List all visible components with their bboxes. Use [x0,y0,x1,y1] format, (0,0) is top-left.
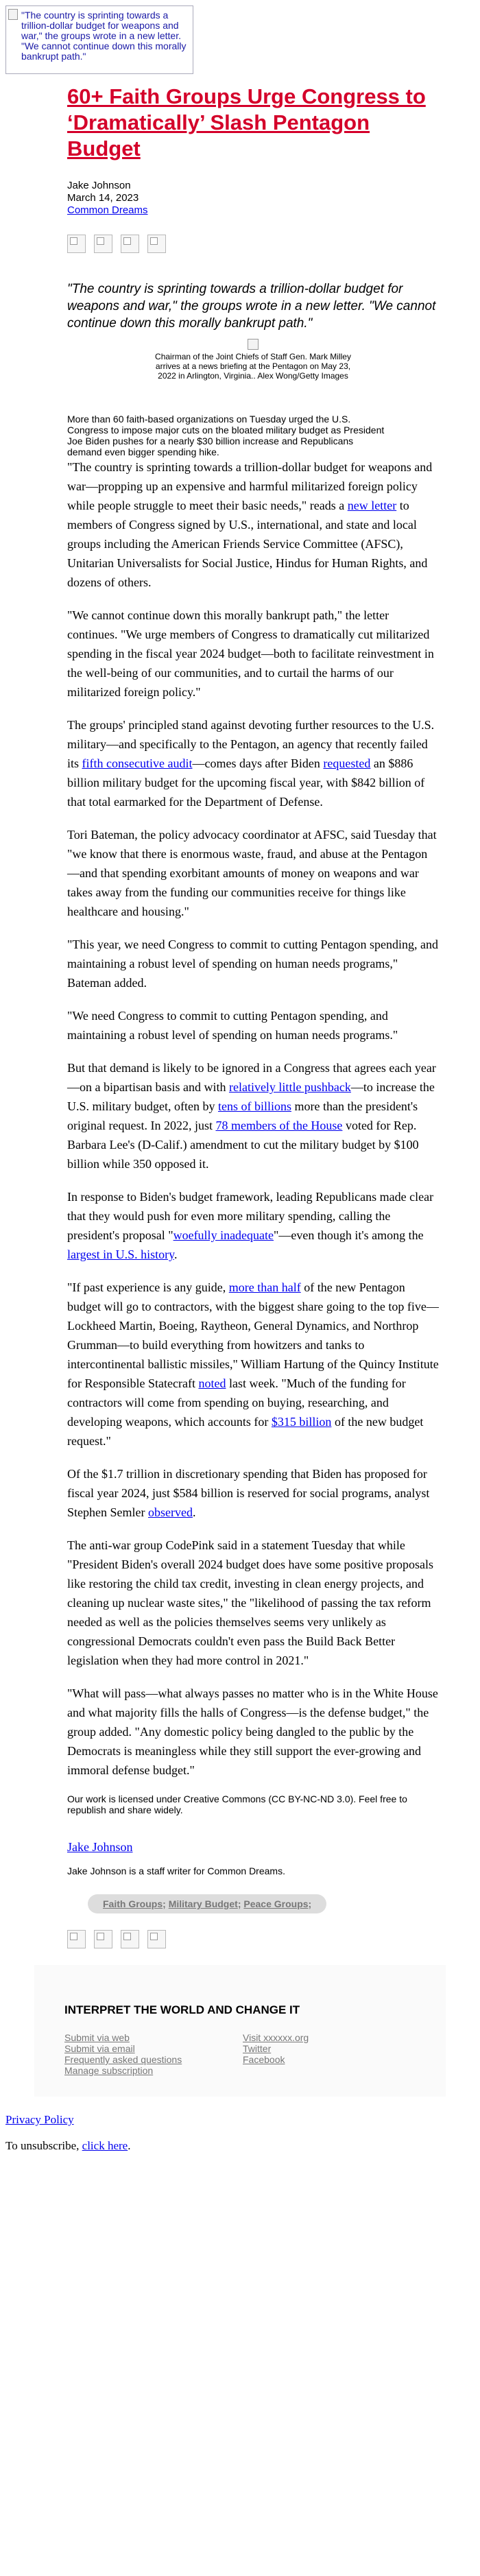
header-image-alt: "The country is sprinting towards a trillion-dollar budget for weapons and war," the groups wrote in a new letter. "We cannot continue down this morally bankrupt path." [21,10,187,62]
tag-link[interactable]: Peace Groups [243,1898,309,1909]
text: of the new budget request." [67,1415,424,1448]
link-largest-history[interactable]: largest in U.S. history [67,1248,174,1261]
share-icons-bottom [67,1930,439,1948]
text: But that demand is likely to be ignored in a Congress that agrees each year—on a bipartisan basis and with [67,1061,436,1094]
paragraph-9 [67,1464,439,1522]
article-author: Jake Johnson [67,180,131,191]
header-image [5,5,193,74]
footer-link-faq[interactable]: Frequently asked questions [64,2054,182,2065]
link-observed[interactable]: observed [147,1505,193,1519]
footer-heading: INTERPRET THE WORLD AND CHANGE IT [64,2003,300,2016]
paragraph-1 [67,457,439,592]
text: —to increase the U.S. military budget, often by [67,1080,435,1113]
share-print-icon[interactable] [147,235,166,253]
paragraph-7 [67,1187,439,1264]
author-bio: Jake Johnson is a staff writer for Common Dreams. [67,1865,285,1876]
footer-link-manage[interactable]: Manage subscription [64,2065,154,2076]
text: an $886 billion military budget for the upcoming fiscal year, with $842 billion of that total earmarked for the Department of Defense. [67,756,425,809]
text: . [192,1505,196,1519]
text: to members of Congress signed by U.S., international, and state and local groups including the American Friends Service Committee (AFSC), Unitarian Universalists for Social Justice, Hindus for Human Rights, and dozens of others. [67,499,428,589]
footer-link-visit[interactable]: Visit xxxxxx.org [243,2032,309,2043]
text: "The country is sprinting towards a trillion-dollar budget for weapons and war—propping up an expensive and harmful militarized foreign policy while people struggle to meet their basic needs," reads a [67,460,433,512]
pull-quote: "This year, we need Congress to commit to cutting Pentagon spending, and maintaining a robust level of spending on human needs programs," Bateman added. [67,938,439,990]
article-title [67,84,439,162]
paragraph-8 [67,1278,439,1451]
text: —comes days after Biden [192,756,324,770]
article-photo [150,339,356,381]
footer-col-1 [64,2032,243,2076]
paragraph-11: "What will pass—what always passes no matter who is in the White House and what majority fills the halls of Congress—is the defense budget," the group added. "Any domestic policy being dangled to the public by the Democrats is meaningless while they still support the ever-growing and immoral defense budget." [67,1686,438,1777]
text: . [128,2139,131,2152]
share-print-icon[interactable] [147,1930,166,1948]
link-more-than-half[interactable]: more than half [228,1280,301,1294]
share-email-icon[interactable] [121,1930,139,1948]
link-noted[interactable]: noted [198,1376,226,1390]
article-source-link[interactable]: Common Dreams [67,204,148,216]
text: voted for Rep. Barbara Lee's (D-Calif.) amendment to cut the military budget by $100 billion while 350 opposed it. [67,1119,419,1171]
article-date: March 14, 2023 [67,192,139,204]
unsubscribe-link[interactable]: click here [82,2139,128,2152]
footer-col-2 [243,2032,421,2076]
paragraph-3 [67,715,439,811]
broken-image-icon [8,9,18,20]
link-tens-of-billions[interactable]: tens of billions [217,1099,291,1113]
photo-caption: Chairman of the Joint Chiefs of Staff Gen. Mark Milley arrives at a news briefing at the Pentagon on May 23, 2022 in Arlington, Virginia.. Alex Wong/Getty Images [155,352,351,381]
article-quote: "The country is sprinting towards a trillion-dollar budget for weapons and war," the groups wrote in a new letter. "We cannot continue down this morally bankrupt path." [67,282,436,331]
share-facebook-icon[interactable] [67,235,86,253]
tag-list [88,1894,326,1913]
text: last week. "Much of the funding for contractors will come from spending on buying, researching, and developing weapons, which accounts for [67,1376,406,1429]
text: To unsubscribe, [5,2139,82,2152]
paragraph-4: Tori Bateman, the policy advocacy coordinator at AFSC, said Tuesday that "we know that there is enormous waste, fraud, and abuse at the Pentagon—and that spending exorbitant amounts of money on weapons and war takes away from the funding our communities receive for things like healthcare and housing." [67,828,437,918]
author-link[interactable]: Jake Johnson [67,1840,133,1854]
text: "If past experience is any guide, [67,1280,229,1294]
footer-link-facebook[interactable]: Facebook [243,2054,285,2065]
text: In response to Biden's budget framework, leading Republicans made clear that they would push for even more military spending, calling the president's proposal " [67,1190,434,1242]
unsubscribe-line [5,2139,480,2153]
link-fifth-audit[interactable]: fifth consecutive audit [82,756,193,770]
article-body [67,457,439,1780]
share-icons [67,235,439,253]
paragraph-2: "We cannot continue down this morally bankrupt path," the letter continues. "We urge members of Congress to dramatically cut militarized spending in the fiscal year 2024 budget—both to facilitate reinvestment in the well-being of our communities, and to curtail the harms of our militarized foreign policy." [67,608,434,699]
share-twitter-icon[interactable] [94,235,112,253]
text: "—even though it's among the [274,1228,424,1242]
tag-sep: ; [237,1898,244,1909]
license-note: Our work is licensed under Creative Commons (CC BY-NC-ND 3.0). Feel free to republish and share widely. [67,1793,407,1815]
text: of the new Pentagon budget will go to contractors, with the biggest share going to the top five—Lockheed Martin, Boeing, Raytheon, General Dynamics, and Northrop Grumman—to build everything from howitzers and tanks to intercontinental ballistic missiles," William Hartung of the Quincy Institute for Responsible Statecraft [67,1280,439,1390]
tag-link[interactable]: Faith Groups [103,1898,163,1909]
privacy-policy-link[interactable]: Privacy Policy [5,2113,74,2126]
image-placeholder-icon [248,339,259,350]
text: . [174,1248,178,1261]
text: Of the $1.7 trillion in discretionary spending that Biden has proposed for fiscal year 2024, just $584 billion is reserved for social programs, analyst Stephen Semler [67,1467,430,1519]
share-facebook-icon[interactable] [67,1930,86,1948]
footer-link-submit-email[interactable]: Submit via email [64,2043,135,2054]
footer-link-twitter[interactable]: Twitter [243,2043,272,2054]
article-title-link[interactable]: 60+ Faith Groups Urge Congress to ‘Dramatically’ Slash Pentagon Budget [67,84,426,160]
link-woefully-inadequate[interactable]: woefully inadequate [173,1228,274,1242]
paragraph-5: "We need Congress to commit to cutting Pentagon spending, and maintaining a robust level of spending on human needs programs." [67,1009,398,1042]
paragraph-10: The anti-war group CodePink said in a statement Tuesday that while "President Biden's overall 2024 budget does have some positive proposals like restoring the child tax credit, investing in clean energy projects, and cleaning up nuclear waste sites," the "likelihood of passing the tax reform needed as well as the policies themselves seems very unlikely as congressional Democrats couldn't even pass the Build Back Better legislation when they had more control in 2021." [67,1538,434,1667]
share-twitter-icon[interactable] [94,1930,112,1948]
paragraph-6 [67,1058,439,1173]
text: more than the president's original request. In 2022, just [67,1099,418,1132]
tag-sep: ; [308,1898,312,1909]
link-little-pushback[interactable]: relatively little pushback [228,1080,351,1094]
tag-sep: ; [163,1898,169,1909]
article-lead: More than 60 faith-based organizations on Tuesday urged the U.S. Congress to impose major cuts on the bloated military budget as President Joe Biden pushes for a nearly $30 billion increase and Republicans demand even bigger spending hike. [67,414,385,457]
link-new-letter[interactable]: new letter [347,499,397,512]
tag-link[interactable]: Military Budget [168,1898,238,1909]
newsletter-footer [34,1965,446,2097]
link-315-billion[interactable]: $315 billion [271,1415,332,1429]
email-bottom [0,2097,480,2153]
link-78-members[interactable]: 78 members of the House [215,1119,343,1132]
text: The groups' principled stand against devoting further resources to the U.S. military—and specifically to the Pentagon, an agency that recently failed its [67,718,435,770]
link-requested[interactable]: requested [323,756,371,770]
footer-link-submit-web[interactable]: Submit via web [64,2032,130,2043]
share-email-icon[interactable] [121,235,139,253]
article-card [34,84,446,2097]
